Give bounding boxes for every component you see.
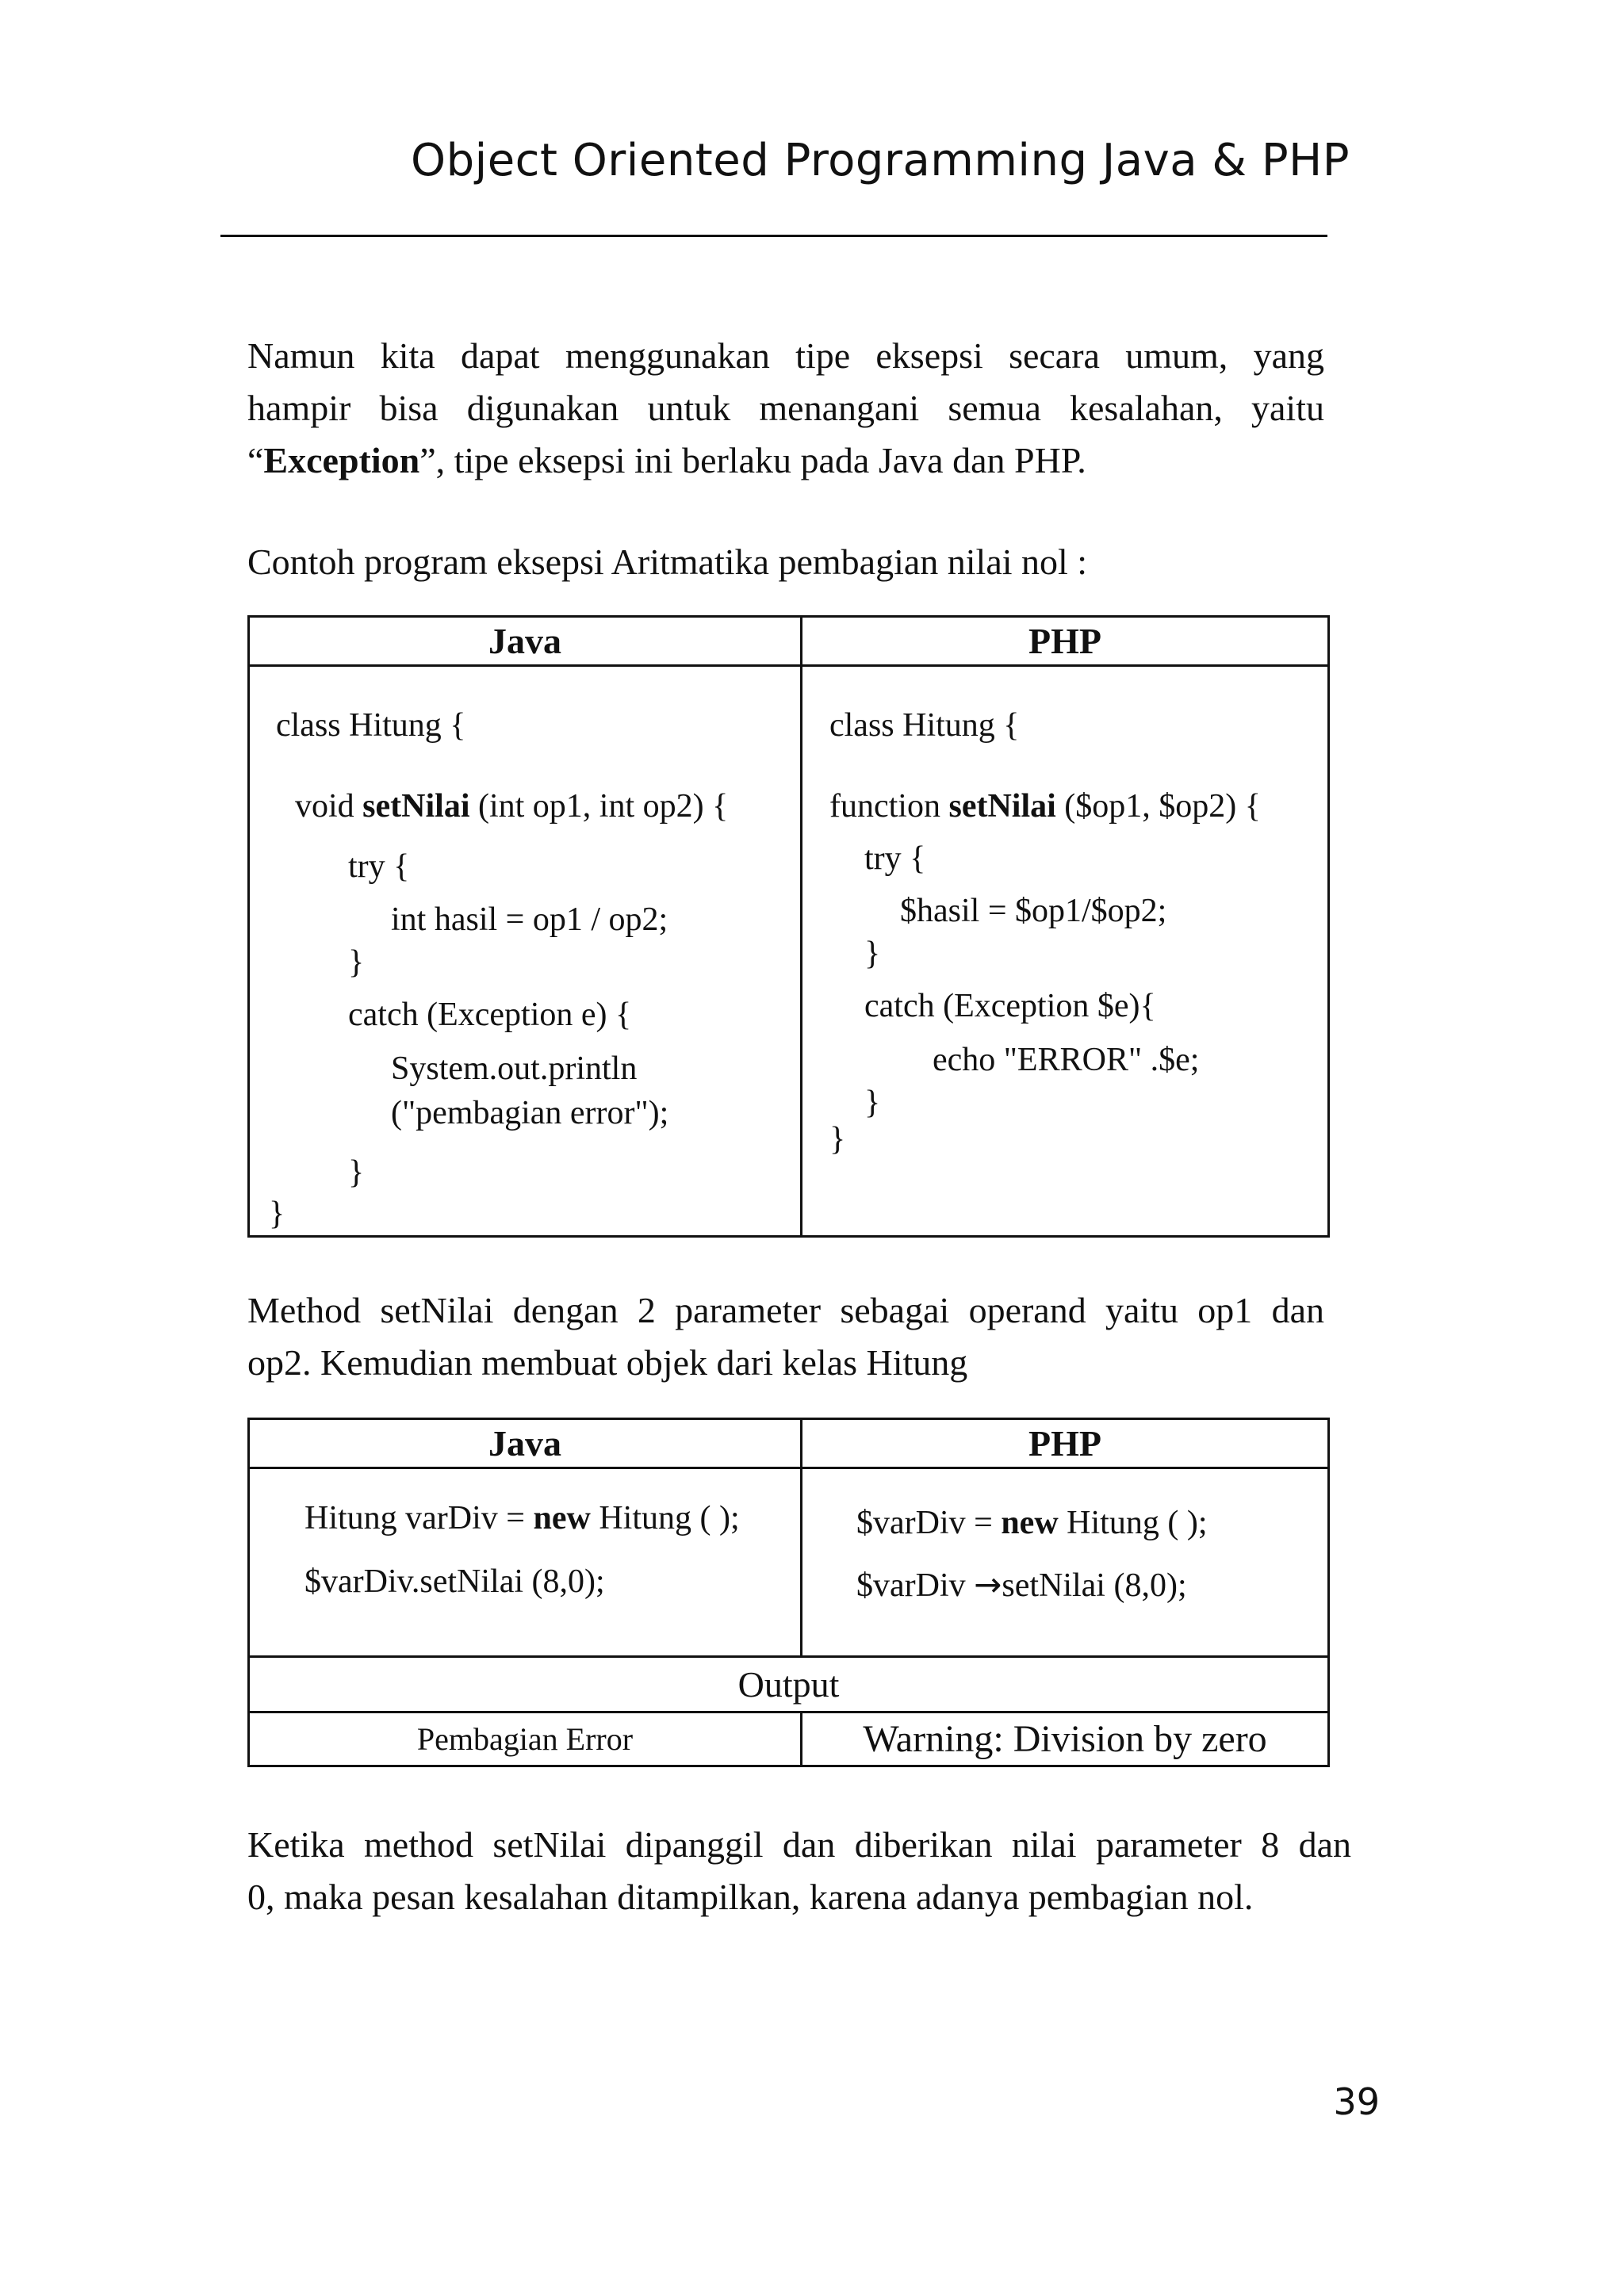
intro-paragraph	[247, 330, 1324, 487]
code-token: $varDiv =	[856, 1505, 1002, 1541]
page-number: 39	[1333, 2080, 1380, 2123]
closing-paragraph	[247, 1819, 1351, 1923]
exception-example-table	[247, 615, 1330, 1238]
php-code-cell	[802, 666, 1329, 1237]
code-line	[304, 1498, 740, 1539]
code-token: setNilai (8,0);	[1002, 1567, 1187, 1604]
code-line: $varDiv.setNilai (8,0);	[304, 1563, 605, 1600]
code-line: catch (Exception e) {	[348, 997, 632, 1033]
arrow-icon: →	[974, 1565, 1002, 1604]
code-line: ("pembagian error");	[391, 1095, 669, 1131]
code-line: System.out.println	[391, 1050, 638, 1087]
open-quote: “	[247, 440, 264, 480]
java-output: Pembagian Error	[249, 1712, 802, 1766]
method-line: Method setNilai dengan 2 parameter sebagai operand yaitu op1 dan	[247, 1290, 1324, 1330]
code-line: }	[348, 1154, 365, 1191]
code-line: int hasil = op1 / op2;	[391, 901, 668, 938]
running-header: Object Oriented Programming Java & PHP	[411, 135, 1350, 186]
java-column-header: Java	[249, 617, 802, 666]
code-token: void	[295, 788, 363, 825]
php-output: Warning: Division by zero	[802, 1712, 1329, 1766]
code-line: }	[348, 944, 365, 981]
code-line	[856, 1564, 1187, 1606]
new-keyword: new	[533, 1500, 591, 1536]
intro-line: Namun kita dapat menggunakan tipe eksepsi secara umum, yang	[247, 335, 1324, 376]
code-token: ($op1, $op2) {	[1055, 788, 1261, 825]
code-line: class Hitung {	[829, 707, 1020, 744]
java-code-cell	[249, 666, 802, 1237]
method-name: setNilai	[362, 788, 470, 825]
code-token: (int op1, int op2) {	[469, 788, 729, 825]
code-line: $hasil = $op1/$op2;	[900, 893, 1167, 929]
method-line: op2. Kemudian membuat objek dari kelas Hitung	[247, 1342, 968, 1383]
java-column-header: Java	[249, 1419, 802, 1468]
code-token: Hitung ( );	[590, 1500, 740, 1536]
example-caption: Contoh program eksepsi Aritmatika pembagian nilai nol :	[247, 541, 1088, 582]
code-token: $varDiv	[856, 1567, 975, 1604]
intro-line	[247, 434, 1324, 487]
php-column-header: PHP	[802, 617, 1329, 666]
code-line	[829, 786, 1261, 827]
php-code-cell	[802, 1468, 1329, 1657]
code-line: try {	[348, 848, 410, 885]
intro-line: hampir bisa digunakan untuk menangani semua kesalahan, yaitu	[247, 388, 1324, 428]
object-creation-table	[247, 1418, 1330, 1767]
output-label: Output	[249, 1657, 1329, 1712]
header-rule	[220, 235, 1327, 237]
new-keyword: new	[1001, 1505, 1059, 1541]
code-line: }	[269, 1196, 285, 1232]
code-line: catch (Exception $e){	[864, 988, 1156, 1024]
code-token: Hitung varDiv =	[304, 1500, 534, 1536]
code-line: }	[829, 1121, 846, 1158]
exception-keyword: Exception	[263, 440, 420, 480]
java-code-cell	[249, 1468, 802, 1657]
code-line: echo "ERROR" .$e;	[933, 1042, 1200, 1078]
closing-line: Ketika method setNilai dipanggil dan diberikan nilai parameter 8 dan	[247, 1824, 1351, 1865]
code-line	[856, 1502, 1207, 1544]
code-line: }	[864, 936, 881, 972]
php-column-header: PHP	[802, 1419, 1329, 1468]
method-name: setNilai	[948, 788, 1056, 825]
code-line: class Hitung {	[276, 707, 466, 744]
code-line: }	[864, 1085, 881, 1121]
code-line	[295, 786, 728, 827]
method-paragraph	[247, 1284, 1324, 1389]
code-line: try {	[864, 840, 926, 877]
intro-line-rest: ”, tipe eksepsi ini berlaku pada Java dan PHP.	[419, 440, 1086, 480]
code-token: Hitung ( );	[1058, 1505, 1208, 1541]
closing-line: 0, maka pesan kesalahan ditampilkan, karena adanya pembagian nol.	[247, 1877, 1254, 1917]
code-token: function	[829, 788, 949, 825]
